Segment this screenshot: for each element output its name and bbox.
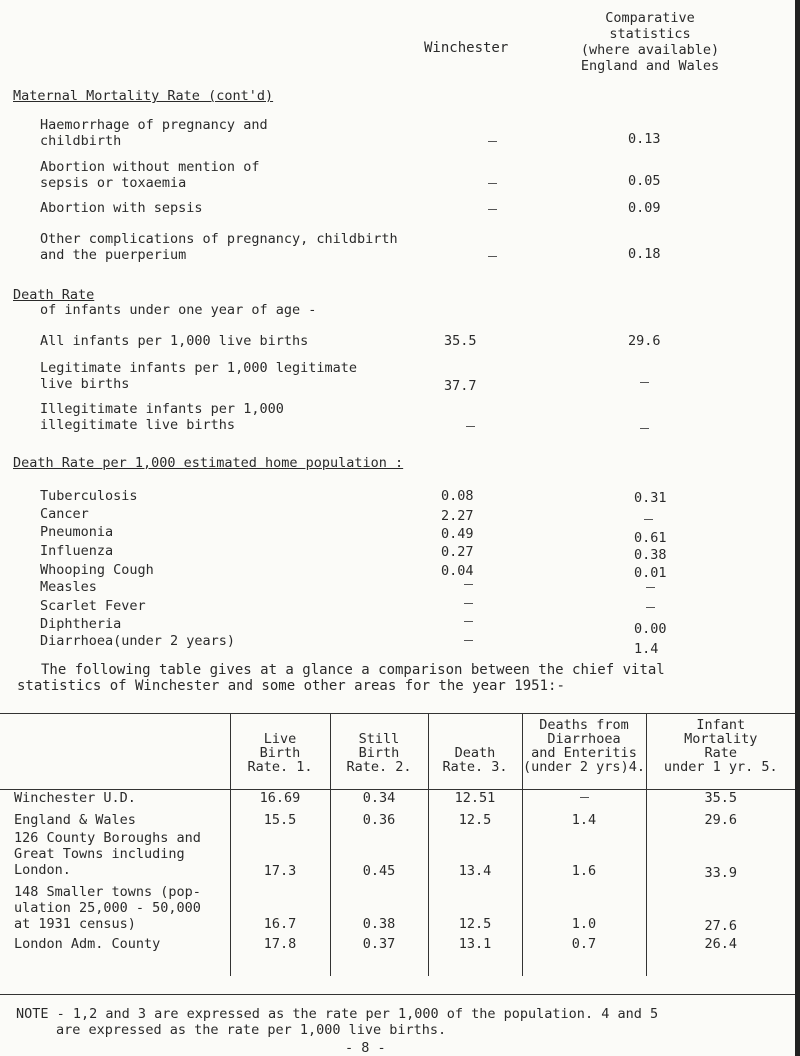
death-rate-title (13, 287, 94, 303)
england-value: 0.38 (634, 547, 667, 563)
cell-diarrhoea: 1.6 (522, 830, 646, 884)
population-rate-title (13, 455, 403, 471)
comparative-line: statistics (609, 26, 691, 42)
cell-death-rate: 12.5 (428, 812, 522, 830)
page-number: - 8 - (345, 1040, 386, 1056)
cell-live-birth: 17.3 (230, 830, 330, 884)
cell-death-rate: 12.5 (428, 884, 522, 936)
column-header-winchester: Winchester (424, 40, 509, 56)
label-line: Abortion with sepsis (40, 200, 203, 216)
infant-row-label: All infants per 1,000 live births (40, 333, 309, 349)
cell-infant-mortality: 29.6 (704, 811, 737, 828)
section-title (13, 88, 273, 104)
death-rate-title-text: Death Rate (13, 287, 95, 303)
row-area-name: 126 County Boroughs and Great Towns including London. (0, 830, 230, 884)
disease-label: Pneumonia (40, 524, 114, 540)
header-death-rate: Death Rate. 3. (428, 714, 522, 790)
england-value-dash (640, 428, 649, 429)
page-edge-shadow (795, 0, 800, 1056)
table-row (0, 936, 795, 976)
row-area-name: Winchester U.D. (0, 790, 230, 812)
table-bottom-rule (0, 994, 795, 995)
section-title-underlined: Maternal Mortality Rate (cont'd) (13, 88, 274, 104)
disease-label: Influenza (40, 543, 114, 559)
winchester-value: 0.08 (441, 488, 474, 504)
england-value: 0.18 (628, 246, 661, 262)
label-line: Other complications of pregnancy, childbirth (40, 231, 398, 247)
cell-diarrhoea: 0.7 (522, 936, 646, 976)
label-line: childbirth (40, 133, 122, 149)
header-area (0, 714, 230, 790)
england-value: 0.13 (628, 131, 661, 147)
intro-line: The following table gives at a glance a comparison between the chief vital (41, 662, 665, 678)
cell-diarrhoea (522, 790, 646, 812)
label-line: and the puerperium (40, 247, 187, 263)
winchester-value-dash (464, 584, 473, 585)
label-line: Haemorrhage of pregnancy and (40, 117, 268, 133)
cell-live-birth: 16.69 (230, 790, 330, 812)
winchester-value-dash (464, 640, 473, 641)
label-line: sepsis or toxaemia (40, 175, 187, 191)
infant-row-label (40, 401, 284, 433)
cell-infant-mortality: 26.4 (704, 935, 737, 952)
england-value: 0.09 (628, 200, 661, 216)
winchester-value-dash (488, 183, 497, 184)
winchester-value-dash (464, 603, 473, 604)
winchester-value-dash (488, 256, 497, 257)
header-infant-mortality: Infant Mortality Rate under 1 yr. 5. (646, 714, 795, 790)
cell-infant-mortality: 33.9 (704, 864, 737, 881)
england-value-dash (644, 519, 653, 520)
cell-diarrhoea: 1.0 (522, 884, 646, 936)
england-value: 0.01 (634, 565, 667, 581)
disease-label: Whooping Cough (40, 562, 154, 578)
comparison-table (0, 713, 795, 976)
table-row (0, 830, 795, 884)
england-value: 1.4 (634, 641, 659, 657)
footnote-line: NOTE - 1,2 and 3 are expressed as the rate per 1,000 of the population. 4 and 5 (16, 1006, 659, 1022)
england-value: 0.05 (628, 173, 661, 189)
maternal-label (40, 117, 268, 149)
label-line: Abortion without mention of (40, 159, 260, 175)
comparative-line: Comparative (605, 10, 695, 26)
disease-label: Diphtheria (40, 616, 122, 632)
maternal-label (40, 159, 259, 191)
cell-still-birth: 0.38 (330, 884, 428, 936)
cell-infant-mortality: 27.6 (704, 917, 737, 934)
winchester-value: 0.04 (441, 563, 474, 579)
england-value: 0.00 (634, 621, 667, 637)
cell-live-birth: 16.7 (230, 884, 330, 936)
table-row (0, 790, 795, 812)
population-rate-title-text: Death Rate per 1,000 estimated home population : (13, 455, 404, 471)
maternal-label (40, 231, 398, 263)
intro-line: statistics of Winchester and some other areas for the year 1951:- (17, 678, 565, 694)
cell-still-birth: 0.45 (330, 830, 428, 884)
england-value: 0.61 (634, 530, 667, 546)
row-area-name: 148 Smaller towns (pop- ulation 25,000 - 50,000 at 1931 census) (0, 884, 230, 936)
disease-label: Tuberculosis (40, 488, 138, 504)
cell-still-birth: 0.34 (330, 790, 428, 812)
winchester-value: 0.27 (441, 544, 474, 560)
footnote-line: are expressed as the rate per 1,000 live births. (56, 1022, 447, 1038)
england-value-dash (640, 382, 649, 383)
cell-live-birth: 17.8 (230, 936, 330, 976)
disease-label: Diarrhoea(under 2 years) (40, 633, 236, 649)
england-value: 29.6 (628, 333, 661, 349)
table-header-row (0, 714, 795, 790)
winchester-value-dash (466, 426, 475, 427)
disease-label: Measles (40, 579, 97, 595)
england-value: 0.31 (634, 490, 667, 506)
label-line: Legitimate infants per 1,000 legitimate (40, 360, 357, 376)
england-value-dash (646, 607, 655, 608)
cell-still-birth: 0.37 (330, 936, 428, 976)
death-rate-subtitle: of infants under one year of age - (40, 302, 317, 318)
winchester-value: 35.5 (444, 333, 477, 349)
winchester-value: 37.7 (444, 378, 477, 394)
empty-value-dash (580, 797, 589, 798)
column-header-comparative (552, 10, 748, 74)
cell-still-birth: 0.36 (330, 812, 428, 830)
winchester-value-dash (464, 621, 473, 622)
winchester-value: 0.49 (441, 526, 474, 542)
cell-death-rate: 13.4 (428, 830, 522, 884)
label-line: illegitimate live births (40, 417, 236, 433)
winchester-value-dash (488, 141, 497, 142)
winchester-value: 2.27 (441, 508, 474, 524)
maternal-label (40, 200, 203, 216)
label-line: live births (40, 376, 130, 392)
cell-live-birth: 15.5 (230, 812, 330, 830)
winchester-value-dash (488, 209, 497, 210)
footnote (16, 1006, 658, 1038)
disease-label: Scarlet Fever (40, 598, 146, 614)
comparative-line: (where available) (580, 42, 720, 58)
row-area-name: London Adm. County (0, 936, 230, 976)
label-line: Illegitimate infants per 1,000 (40, 401, 284, 417)
intro-paragraph (17, 662, 665, 694)
table-row (0, 812, 795, 830)
disease-label: Cancer (40, 506, 89, 522)
cell-death-rate: 13.1 (428, 936, 522, 976)
cell-infant-mortality: 35.5 (704, 790, 737, 806)
row-area-name: England & Wales (0, 812, 230, 830)
cell-death-rate: 12.51 (428, 790, 522, 812)
england-value-dash (646, 587, 655, 588)
header-live-birth-rate: Live Birth Rate. 1. (230, 714, 330, 790)
cell-diarrhoea: 1.4 (522, 812, 646, 830)
infant-row-label (40, 360, 357, 392)
header-diarrhoea-deaths: Deaths from Diarrhoea and Enteritis (under 2 yrs)4. (522, 714, 646, 790)
header-still-birth-rate: Still Birth Rate. 2. (330, 714, 428, 790)
table-row (0, 884, 795, 936)
comparative-line: England and Wales (580, 58, 720, 74)
